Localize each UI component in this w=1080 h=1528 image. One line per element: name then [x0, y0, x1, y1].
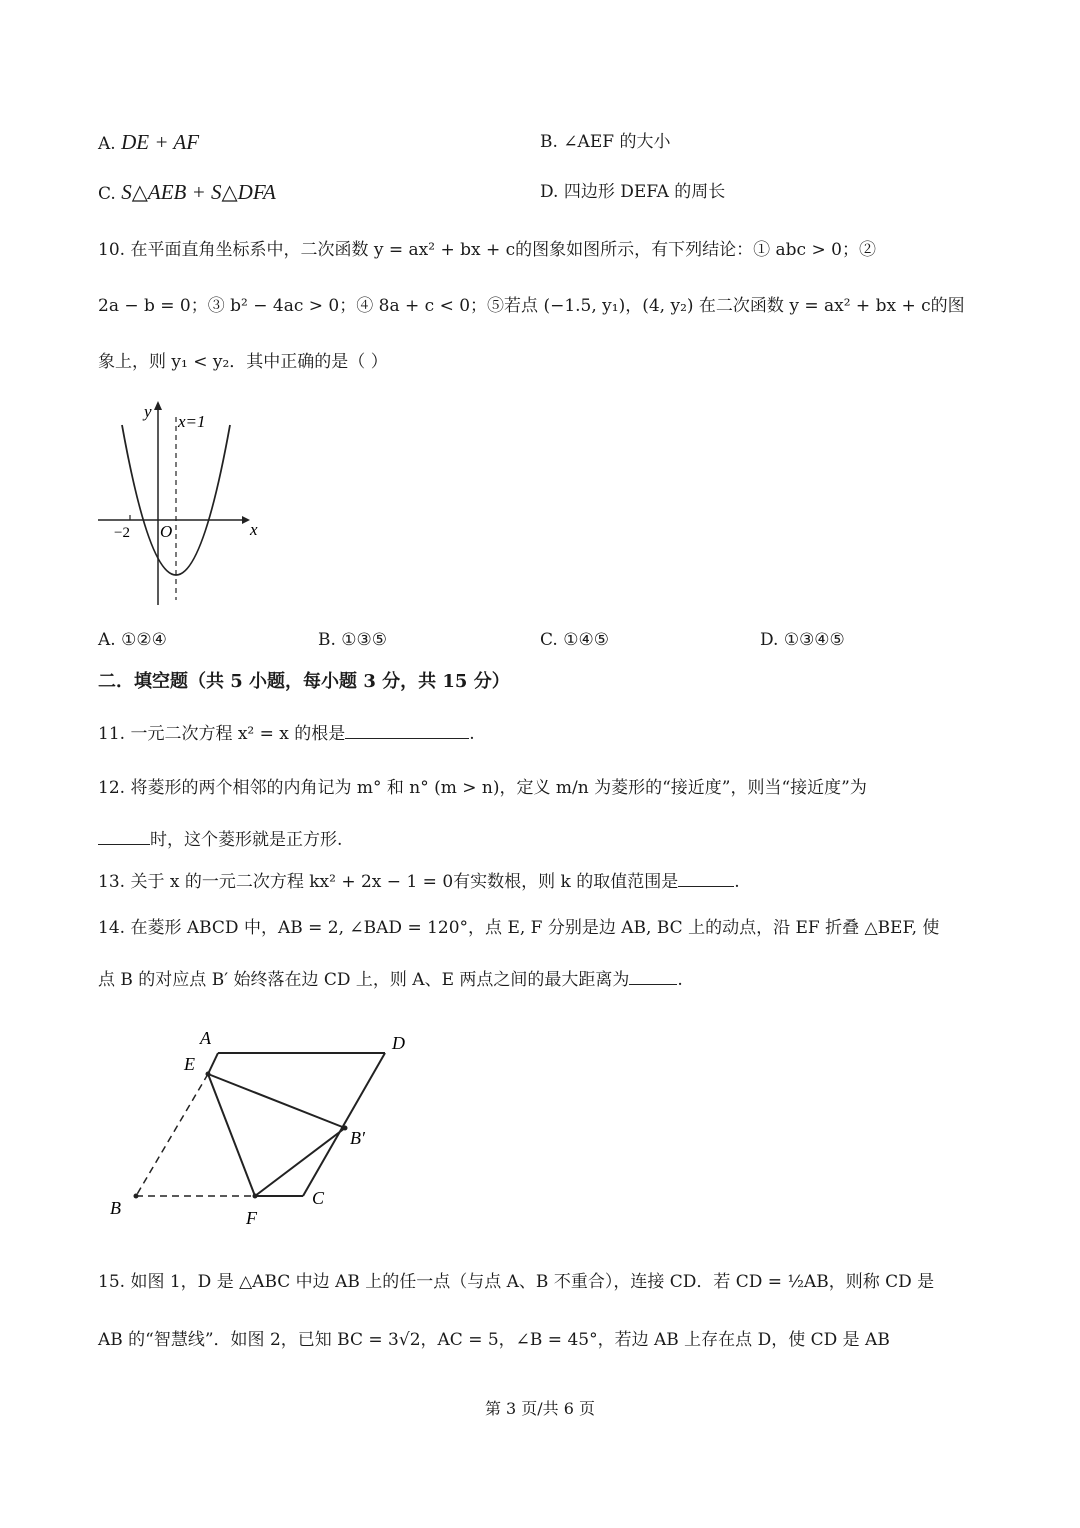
q9-option-d: D. 四边形 DEFA 的周长: [540, 182, 726, 202]
tick-label-minus-2: −2: [114, 525, 130, 541]
q10-option-a: A. ①②④: [98, 630, 167, 650]
side-ae: [208, 1053, 218, 1074]
q10-option-b: B. ①③⑤: [318, 630, 388, 650]
q13: 13. 关于 x 的一元二次方程 kx² + 2x − 1 = 0有实数根，则 k 的取值范围是 .: [98, 868, 984, 894]
section-2-title: 二．填空题（共 5 小题，每小题 3 分，共 15 分）: [98, 671, 510, 692]
label-b-prime: B′: [350, 1128, 365, 1148]
q9-option-a: A. DE + AF: [98, 130, 200, 154]
label-f: F: [246, 1208, 257, 1228]
label-c: C: [312, 1188, 325, 1208]
label-b: B: [110, 1198, 121, 1218]
dashed-eb: [136, 1074, 208, 1196]
q10-parabola-graph: [90, 395, 280, 615]
q14-answer-blank: [629, 966, 677, 985]
q12-line-2: 时，这个菱形就是正方形.: [98, 826, 984, 852]
q11: 11. 一元二次方程 x² = x 的根是 .: [98, 720, 984, 746]
label-d: D: [392, 1033, 405, 1053]
q14-line-1: 14. 在菱形 ABCD 中，AB = 2, ∠BAD = 120°，点 E, F 分别是边 AB, BC 上的动点，沿 EF 折叠 △BEF, 使: [98, 918, 940, 938]
q12-answer-blank: [98, 826, 150, 845]
q10-option-d: D. ①③④⑤: [760, 630, 845, 650]
symmetry-axis-label: x=1: [178, 412, 206, 431]
segment-fb-prime: [255, 1128, 345, 1196]
origin-label: O: [160, 522, 173, 541]
y-axis-label: y: [144, 402, 152, 421]
q9-option-c-text: S△AEB + S△DFA: [121, 180, 276, 204]
q9-option-b: B. ∠AEF 的大小: [540, 132, 671, 152]
q9-option-c: C. S△AEB + S△DFA: [98, 180, 276, 204]
q9-option-b-text: ∠AEF 的大小: [563, 132, 671, 152]
segment-ef: [208, 1074, 255, 1196]
point-b-prime: [343, 1126, 348, 1131]
q14-line-2: 点 B 的对应点 B′ 始终落在边 CD 上，则 A、E 两点之间的最大距离为 .: [98, 966, 984, 992]
q15-line-1: 15. 如图 1，D 是 △ABC 中边 AB 上的任一点（与点 A、B 不重合），连接 CD．若 CD = ½AB，则称 CD 是: [98, 1272, 935, 1292]
q12-line-1: 12. 将菱形的两个相邻的内角记为 m° 和 n° (m > n)，定义 m/n 为菱形的“接近度”，则当“接近度”为: [98, 778, 867, 798]
q10-line-2: 2a − b = 0；③ b² − 4ac > 0；④ 8a + c < 0；⑤若点 (−1.5, y₁)，(4, y₂) 在二次函数 y = ax² + bx + c的图: [98, 296, 965, 316]
q9-option-a-text: DE + AF: [121, 130, 200, 154]
label-a: A: [200, 1028, 211, 1048]
x-axis-label: x: [250, 520, 258, 539]
q10-line-1: 10. 在平面直角坐标系中，二次函数 y = ax² + bx + c的图象如图所示，有下列结论：① abc > 0；②: [98, 240, 876, 260]
x-axis-arrow-icon: [242, 516, 250, 524]
q11-answer-blank: [345, 720, 469, 739]
q10-option-c: C. ①④⑤: [540, 630, 609, 650]
q10-line-3: 象上，则 y₁ < y₂．其中正确的是（ ）: [98, 352, 388, 372]
q14-rhombus-figure: [100, 1020, 430, 1230]
q13-answer-blank: [678, 868, 734, 887]
side-dc: [303, 1053, 385, 1196]
label-e: E: [184, 1054, 195, 1074]
q9-option-d-text: 四边形 DEFA 的周长: [563, 182, 726, 202]
y-axis-arrow-icon: [154, 401, 162, 410]
point-f: [253, 1194, 258, 1199]
point-e: [206, 1072, 211, 1077]
page-footer: 第 3 页/共 6 页: [484, 1399, 596, 1418]
q15-line-2: AB 的“智慧线”．如图 2，已知 BC = 3√2，AC = 5，∠B = 45°，若边 AB 上存在点 D，使 CD 是 AB: [98, 1330, 890, 1350]
segment-eb-prime: [208, 1074, 345, 1128]
point-b: [134, 1194, 139, 1199]
